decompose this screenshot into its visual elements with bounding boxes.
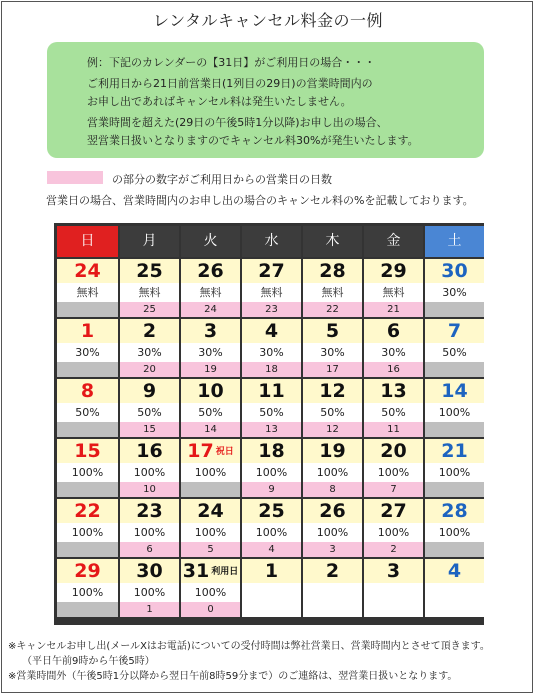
calendar-day-cell	[425, 559, 484, 617]
footer-note-2: （平日午前9時から午後5時）	[22, 656, 155, 667]
calendar-day-cell	[57, 259, 118, 317]
legend-text: の部分の数字がご利用日からの営業日の日数	[112, 173, 332, 186]
day-number	[181, 319, 240, 343]
day-number-text: 27	[380, 500, 407, 522]
cancel-fee-percent: 100%	[71, 466, 104, 479]
business-day-count: 22	[303, 302, 362, 317]
cancel-fee-percent: 100%	[71, 526, 104, 539]
footer-note-1: ※キャンセルお申し出(メールXはお電話)についての受付時間は弊社営業日、営業時間内とさせて頂きます。	[8, 641, 490, 652]
business-day-count	[425, 482, 484, 497]
day-number	[57, 559, 118, 583]
business-day-count: 23	[242, 302, 301, 317]
example-note-box	[47, 42, 484, 158]
business-day-count	[57, 602, 118, 617]
cancel-fee-percent: 50%	[75, 406, 100, 419]
day-number-text: 5	[325, 320, 340, 342]
calendar-day-cell	[120, 499, 179, 557]
business-day-count: 18	[242, 362, 301, 377]
cancel-fee-percent: 50%	[320, 406, 345, 419]
business-day-count: 1	[120, 602, 179, 617]
business-day-count	[364, 602, 423, 617]
day-number-text: 26	[197, 260, 224, 282]
day-number-text: 1	[80, 320, 95, 342]
day-number-text: 27	[258, 260, 285, 282]
calendar-grid	[54, 223, 484, 625]
day-number-text: 6	[386, 320, 401, 342]
day-number-text: 18	[258, 440, 285, 462]
day-number	[303, 259, 362, 283]
day-number-text: 19	[319, 440, 346, 462]
cancel-fee-percent: 100%	[194, 526, 227, 539]
day-number	[120, 319, 179, 343]
calendar-day-cell	[181, 439, 240, 497]
cancel-fee-percent: 100%	[255, 526, 288, 539]
cancel-fee-percent: 30%	[320, 346, 345, 359]
calendar-day-cell	[242, 379, 301, 437]
cancel-fee-percent: 100%	[377, 466, 410, 479]
day-number-text: 9	[142, 380, 157, 402]
weekday-header: 日	[57, 226, 118, 257]
day-number-text: 12	[319, 380, 346, 402]
business-day-count	[303, 602, 362, 617]
calendar-day-cell	[364, 499, 423, 557]
day-number	[242, 319, 301, 343]
day-number	[364, 379, 423, 403]
business-day-count: 3	[303, 542, 362, 557]
day-number	[425, 379, 484, 403]
weekday-header: 金	[364, 226, 423, 257]
day-number-text: 16	[136, 440, 163, 462]
calendar-day-cell	[181, 259, 240, 317]
day-number	[425, 439, 484, 463]
business-day-count: 4	[242, 542, 301, 557]
calendar-day-cell	[425, 379, 484, 437]
business-day-count: 12	[303, 422, 362, 437]
day-number	[425, 559, 484, 583]
calendar-day-cell	[57, 439, 118, 497]
day-number	[120, 379, 179, 403]
business-day-count	[425, 422, 484, 437]
day-number	[242, 439, 301, 463]
day-number	[303, 379, 362, 403]
business-day-count: 5	[181, 542, 240, 557]
day-number-text: 14	[441, 380, 468, 402]
calendar-day-cell	[120, 259, 179, 317]
business-day-count: 9	[242, 482, 301, 497]
day-number-text: 31	[182, 560, 210, 582]
calendar-day-cell	[242, 319, 301, 377]
day-number-text: 7	[447, 320, 462, 342]
day-number	[364, 319, 423, 343]
day-number-text: 22	[74, 500, 101, 522]
business-day-count	[425, 602, 484, 617]
cancel-fee-percent: 100%	[71, 586, 104, 599]
day-number	[303, 559, 362, 583]
business-day-count: 20	[120, 362, 179, 377]
day-number	[120, 559, 179, 583]
cancel-fee-percent: 30%	[198, 346, 223, 359]
cancel-fee-percent: 50%	[442, 346, 467, 359]
day-tag: 利用日	[211, 566, 239, 577]
business-day-count: 14	[181, 422, 240, 437]
calendar-day-cell	[364, 259, 423, 317]
day-number	[364, 259, 423, 283]
business-day-count: 13	[242, 422, 301, 437]
business-day-count	[57, 302, 118, 317]
calendar-day-cell	[303, 439, 362, 497]
day-number-text: 2	[325, 560, 340, 582]
day-number-text: 13	[380, 380, 407, 402]
day-number-text: 29	[380, 260, 407, 282]
day-tag: 祝日	[215, 446, 234, 457]
calendar-day-cell	[57, 319, 118, 377]
day-number	[57, 439, 118, 463]
cancel-fee-percent: 無料	[260, 286, 283, 299]
day-number	[181, 379, 240, 403]
cancel-fee-percent: 30%	[259, 346, 284, 359]
cancel-fee-percent: 無料	[76, 286, 99, 299]
day-number	[57, 499, 118, 523]
cancel-fee-percent	[303, 584, 362, 602]
cancel-fee-percent: 無料	[321, 286, 344, 299]
cancel-fee-percent: 100%	[316, 526, 349, 539]
cancel-fee-percent: 100%	[438, 526, 471, 539]
day-number-text: 15	[74, 440, 101, 462]
day-number	[242, 499, 301, 523]
calendar-day-cell	[364, 319, 423, 377]
calendar-day-cell	[120, 439, 179, 497]
calendar-day-cell	[120, 379, 179, 437]
business-day-count: 6	[120, 542, 179, 557]
day-number	[181, 559, 240, 583]
business-day-count	[425, 542, 484, 557]
day-number-text: 28	[319, 260, 346, 282]
day-number-text: 25	[258, 500, 285, 522]
cancel-fee-percent: 50%	[259, 406, 284, 419]
cancel-fee-percent	[364, 584, 423, 602]
day-number	[303, 499, 362, 523]
calendar-day-cell	[425, 439, 484, 497]
weekday-header: 土	[425, 226, 484, 257]
day-number	[364, 559, 423, 583]
day-number-text: 24	[197, 500, 224, 522]
calendar-day-cell	[181, 499, 240, 557]
calendar-day-cell	[242, 259, 301, 317]
page-title: レンタルキャンセル料金の一例	[153, 11, 383, 30]
cancel-fee-percent: 30%	[137, 346, 162, 359]
business-day-count: 0	[181, 602, 240, 617]
day-number	[120, 439, 179, 463]
day-number	[242, 559, 301, 583]
business-day-count: 2	[364, 542, 423, 557]
day-number	[425, 259, 484, 283]
note-line-3: お申し出であればキャンセル料は発生いたしません。	[87, 95, 352, 108]
cancel-fee-percent	[242, 584, 301, 602]
business-day-count: 8	[303, 482, 362, 497]
business-day-count	[57, 542, 118, 557]
weekday-header: 木	[303, 226, 362, 257]
cancel-fee-percent: 30%	[381, 346, 406, 359]
day-number-text: 30	[136, 560, 163, 582]
business-day-count: 24	[181, 302, 240, 317]
calendar-day-cell	[57, 559, 118, 617]
cancel-fee-percent: 100%	[438, 466, 471, 479]
calendar-day-cell	[242, 499, 301, 557]
day-number-text: 29	[74, 560, 101, 582]
day-number	[425, 499, 484, 523]
day-number-text: 30	[441, 260, 468, 282]
day-number	[425, 319, 484, 343]
calendar-day-cell	[57, 499, 118, 557]
business-day-count: 25	[120, 302, 179, 317]
day-number-text: 25	[136, 260, 163, 282]
calendar-day-cell	[242, 559, 301, 617]
cancel-fee-percent: 100%	[133, 526, 166, 539]
explanation-text: 営業日の場合、営業時間内のお申し出の場合のキャンセル料の%を記載しております。	[46, 194, 474, 207]
cancel-fee-percent	[425, 584, 484, 602]
business-day-count	[57, 422, 118, 437]
day-number-text: 3	[386, 560, 401, 582]
cancel-fee-percent: 100%	[133, 586, 166, 599]
cancel-fee-percent: 100%	[194, 586, 227, 599]
day-number-text: 26	[319, 500, 346, 522]
day-number	[181, 439, 240, 463]
cancel-fee-percent: 50%	[198, 406, 223, 419]
day-number	[181, 259, 240, 283]
weekday-header: 月	[120, 226, 179, 257]
calendar-day-cell	[425, 319, 484, 377]
day-number	[57, 319, 118, 343]
cancel-fee-percent: 100%	[194, 466, 227, 479]
cancel-fee-percent: 50%	[381, 406, 406, 419]
cancel-fee-percent: 50%	[137, 406, 162, 419]
day-number-text: 21	[441, 440, 468, 462]
day-number	[57, 379, 118, 403]
day-number	[120, 259, 179, 283]
cancel-fee-percent: 100%	[377, 526, 410, 539]
day-number-text: 10	[197, 380, 224, 402]
day-number	[242, 379, 301, 403]
calendar-day-cell	[364, 559, 423, 617]
business-day-count: 16	[364, 362, 423, 377]
business-day-count: 11	[364, 422, 423, 437]
calendar-day-cell	[425, 259, 484, 317]
day-number-text: 17	[187, 440, 214, 462]
calendar-day-cell	[181, 559, 240, 617]
cancel-fee-percent: 100%	[133, 466, 166, 479]
calendar-day-cell	[181, 379, 240, 437]
calendar-day-cell	[181, 319, 240, 377]
day-number-text: 1	[264, 560, 279, 582]
day-number	[181, 499, 240, 523]
day-number	[303, 319, 362, 343]
day-number	[120, 499, 179, 523]
calendar-day-cell	[303, 319, 362, 377]
business-day-count: 19	[181, 362, 240, 377]
weekday-header: 火	[181, 226, 240, 257]
cancel-fee-percent: 無料	[382, 286, 405, 299]
day-number	[242, 259, 301, 283]
calendar-day-cell	[242, 439, 301, 497]
business-day-count: 7	[364, 482, 423, 497]
note-line-2: ご利用日から21日前営業日(1列目の29日)の営業時間内の	[87, 77, 373, 90]
day-number-text: 28	[441, 500, 468, 522]
calendar-day-cell	[303, 559, 362, 617]
calendar-day-cell	[120, 559, 179, 617]
weekday-header: 水	[242, 226, 301, 257]
calendar-day-cell	[57, 379, 118, 437]
business-day-count	[57, 362, 118, 377]
day-number-text: 8	[80, 380, 95, 402]
cancel-fee-percent: 100%	[255, 466, 288, 479]
calendar-day-cell	[364, 379, 423, 437]
business-day-count: 15	[120, 422, 179, 437]
day-number-text: 2	[142, 320, 157, 342]
note-line-1: 例：下記のカレンダーの【31日】がご利用日の場合・・・	[87, 56, 376, 69]
calendar-day-cell	[303, 259, 362, 317]
day-number	[364, 439, 423, 463]
business-day-count	[181, 482, 240, 497]
day-number-text: 3	[203, 320, 218, 342]
day-number-text: 4	[447, 560, 462, 582]
cancel-fee-percent: 30%	[75, 346, 100, 359]
day-number-text: 11	[258, 380, 285, 402]
day-number	[57, 259, 118, 283]
footer-note-3: ※営業時間外（午後5時1分以降から翌日午前8時59分まで）のご連絡は、翌営業日扱いとなります。	[8, 671, 458, 682]
business-day-count	[57, 482, 118, 497]
cancel-fee-percent: 30%	[442, 286, 467, 299]
day-number-text: 4	[264, 320, 279, 342]
business-day-count	[242, 602, 301, 617]
cancel-fee-percent: 100%	[438, 406, 471, 419]
business-day-count	[425, 302, 484, 317]
business-day-count: 17	[303, 362, 362, 377]
calendar-day-cell	[120, 319, 179, 377]
legend-swatch	[47, 171, 103, 184]
day-number	[364, 499, 423, 523]
day-number-text: 24	[74, 260, 101, 282]
cancel-fee-percent: 100%	[316, 466, 349, 479]
day-number-text: 20	[380, 440, 407, 462]
calendar-day-cell	[425, 499, 484, 557]
calendar-day-cell	[364, 439, 423, 497]
calendar-day-cell	[303, 499, 362, 557]
business-day-count: 21	[364, 302, 423, 317]
calendar-day-cell	[303, 379, 362, 437]
business-day-count: 10	[120, 482, 179, 497]
cancel-fee-percent: 無料	[138, 286, 161, 299]
note-line-5: 翌営業日扱いとなりますのでキャンセル料30%が発生いたします。	[87, 134, 419, 147]
day-number	[303, 439, 362, 463]
cancel-fee-percent: 無料	[199, 286, 222, 299]
note-line-4: 営業時間を超えた(29日の午後5時1分以降)お申し出の場合、	[87, 116, 388, 129]
day-number-text: 23	[136, 500, 163, 522]
business-day-count	[425, 362, 484, 377]
